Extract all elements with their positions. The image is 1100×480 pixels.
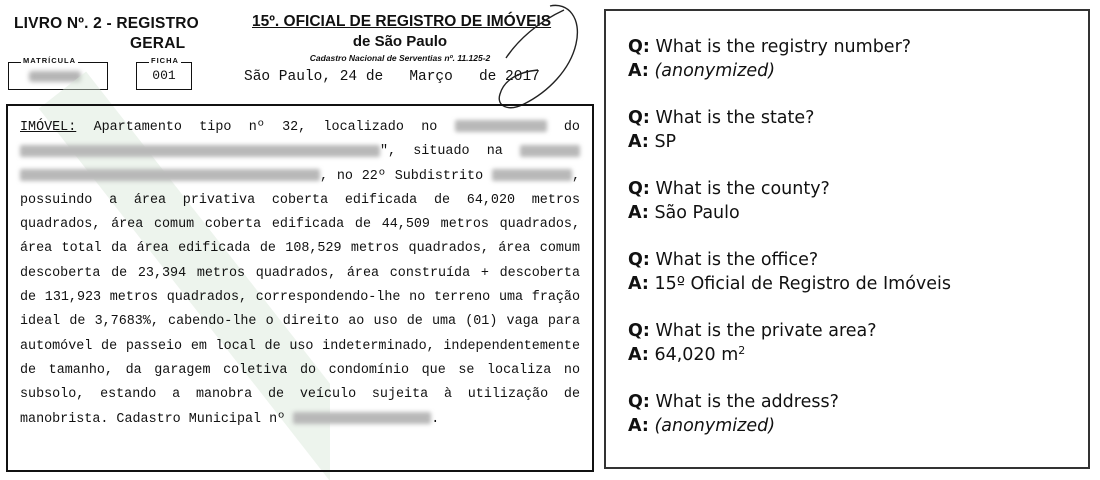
answer-superscript: 2: [738, 344, 746, 357]
a-label: A:: [628, 132, 649, 152]
answer-line: [628, 130, 1078, 154]
ficha-value: 001: [152, 68, 176, 83]
office-title: 15º. OFICIAL DE REGISTRO DE IMÓVEIS: [252, 13, 552, 30]
description-part-4: , no 22º Subdistrito: [320, 168, 484, 184]
question-line: [628, 390, 1078, 414]
description-part-6: .: [431, 411, 440, 427]
q-label: Q:: [628, 37, 650, 57]
property-description: [20, 116, 580, 432]
question-line: [628, 106, 1078, 130]
redaction-condominium: [20, 145, 380, 157]
signature-scribble: [478, 0, 588, 120]
answer-line: [628, 343, 1078, 367]
imovel-label: IMÓVEL:: [20, 120, 77, 135]
q-label: Q:: [628, 392, 650, 412]
answer-text: São Paulo: [654, 203, 740, 223]
redaction-street-1: [520, 145, 580, 157]
description-part-1: Apartamento tipo nº 32, localizado no: [93, 120, 438, 135]
answer-line: [628, 59, 1078, 83]
question-line: [628, 177, 1078, 201]
office-cns: Cadastro Nacional de Serventias nº. 11.125-2: [309, 53, 491, 63]
description-part-3: ", situado na: [380, 144, 503, 160]
office-city: de São Paulo: [352, 33, 448, 50]
qa-list: [628, 35, 1078, 461]
a-label: A:: [628, 416, 649, 436]
description-part-2: do: [563, 120, 580, 135]
answer-line: [628, 201, 1078, 225]
q-label: Q:: [628, 321, 650, 341]
answer-text: 15º Oficial de Registro de Imóveis: [654, 274, 952, 294]
matricula-box: [8, 56, 108, 90]
question-text: What is the county?: [655, 179, 830, 199]
redaction-subdistrict: [492, 169, 572, 181]
qa-item: [628, 106, 1078, 154]
q-label: Q:: [628, 108, 650, 128]
qa-item: [628, 248, 1078, 296]
a-label: A:: [628, 274, 649, 294]
ficha-label: FICHA: [151, 56, 179, 65]
answer-text: (anonymized): [654, 416, 776, 436]
redaction-cadastro: [293, 412, 431, 424]
ficha-box: [136, 56, 192, 90]
a-label: A:: [628, 345, 649, 365]
description-part-5: , possuindo a área privativa coberta edificada de 64,020 metros quadrados, área comum coberta edificada de 44,509 metros quadrados, área total da área edificada de 108,529 metros quadrados, área comum descoberta de 23,394 metros quadrados, área construída + descoberta de 131,923 metros quadrados, correspondendo-lhe no terreno uma fração ideal de 3,7683%, cabendo-lhe o direito ao uso de uma (01) vaga para automóvel de passeio em local de uso indeterminado, independentemente de tamanho, da garagem coletiva do condomínio que se localiza no subsolo, estando a manobra de veículo sujeita à utilização de manobrista. Cadastro Municipal nº: [20, 168, 580, 427]
question-text: What is the address?: [655, 392, 839, 412]
question-line: [628, 248, 1078, 272]
a-label: A:: [628, 203, 649, 223]
question-text: What is the state?: [655, 108, 815, 128]
a-label: A:: [628, 61, 649, 81]
redaction-building: [455, 120, 547, 132]
livro-line-1: LIVRO Nº. 2 - REGISTRO: [14, 15, 199, 32]
qa-item: [628, 35, 1078, 83]
qa-item: [628, 177, 1078, 225]
question-line: [628, 35, 1078, 59]
matricula-label: MATRÍCULA: [23, 56, 77, 65]
property-description-box: [6, 104, 594, 472]
answer-text: SP: [654, 132, 677, 152]
answer-line: [628, 414, 1078, 438]
qa-panel: [604, 9, 1090, 469]
qa-item: [628, 390, 1078, 438]
question-line: [628, 319, 1078, 343]
redaction-street-2: [20, 169, 320, 181]
question-text: What is the office?: [655, 250, 819, 270]
q-label: Q:: [628, 250, 650, 270]
livro-line-2: GERAL: [130, 35, 186, 52]
matricula-redaction: [29, 71, 81, 82]
answer-text: 64,020 m: [654, 345, 739, 365]
livro-heading: [14, 14, 199, 54]
answer-line: [628, 272, 1078, 296]
date-line: São Paulo, 24 de Março de 2017: [244, 69, 540, 85]
question-text: What is the private area?: [655, 321, 877, 341]
q-label: Q:: [628, 179, 650, 199]
answer-text: (anonymized): [654, 61, 776, 81]
qa-item: [628, 319, 1078, 367]
question-text: What is the registry number?: [655, 37, 912, 57]
